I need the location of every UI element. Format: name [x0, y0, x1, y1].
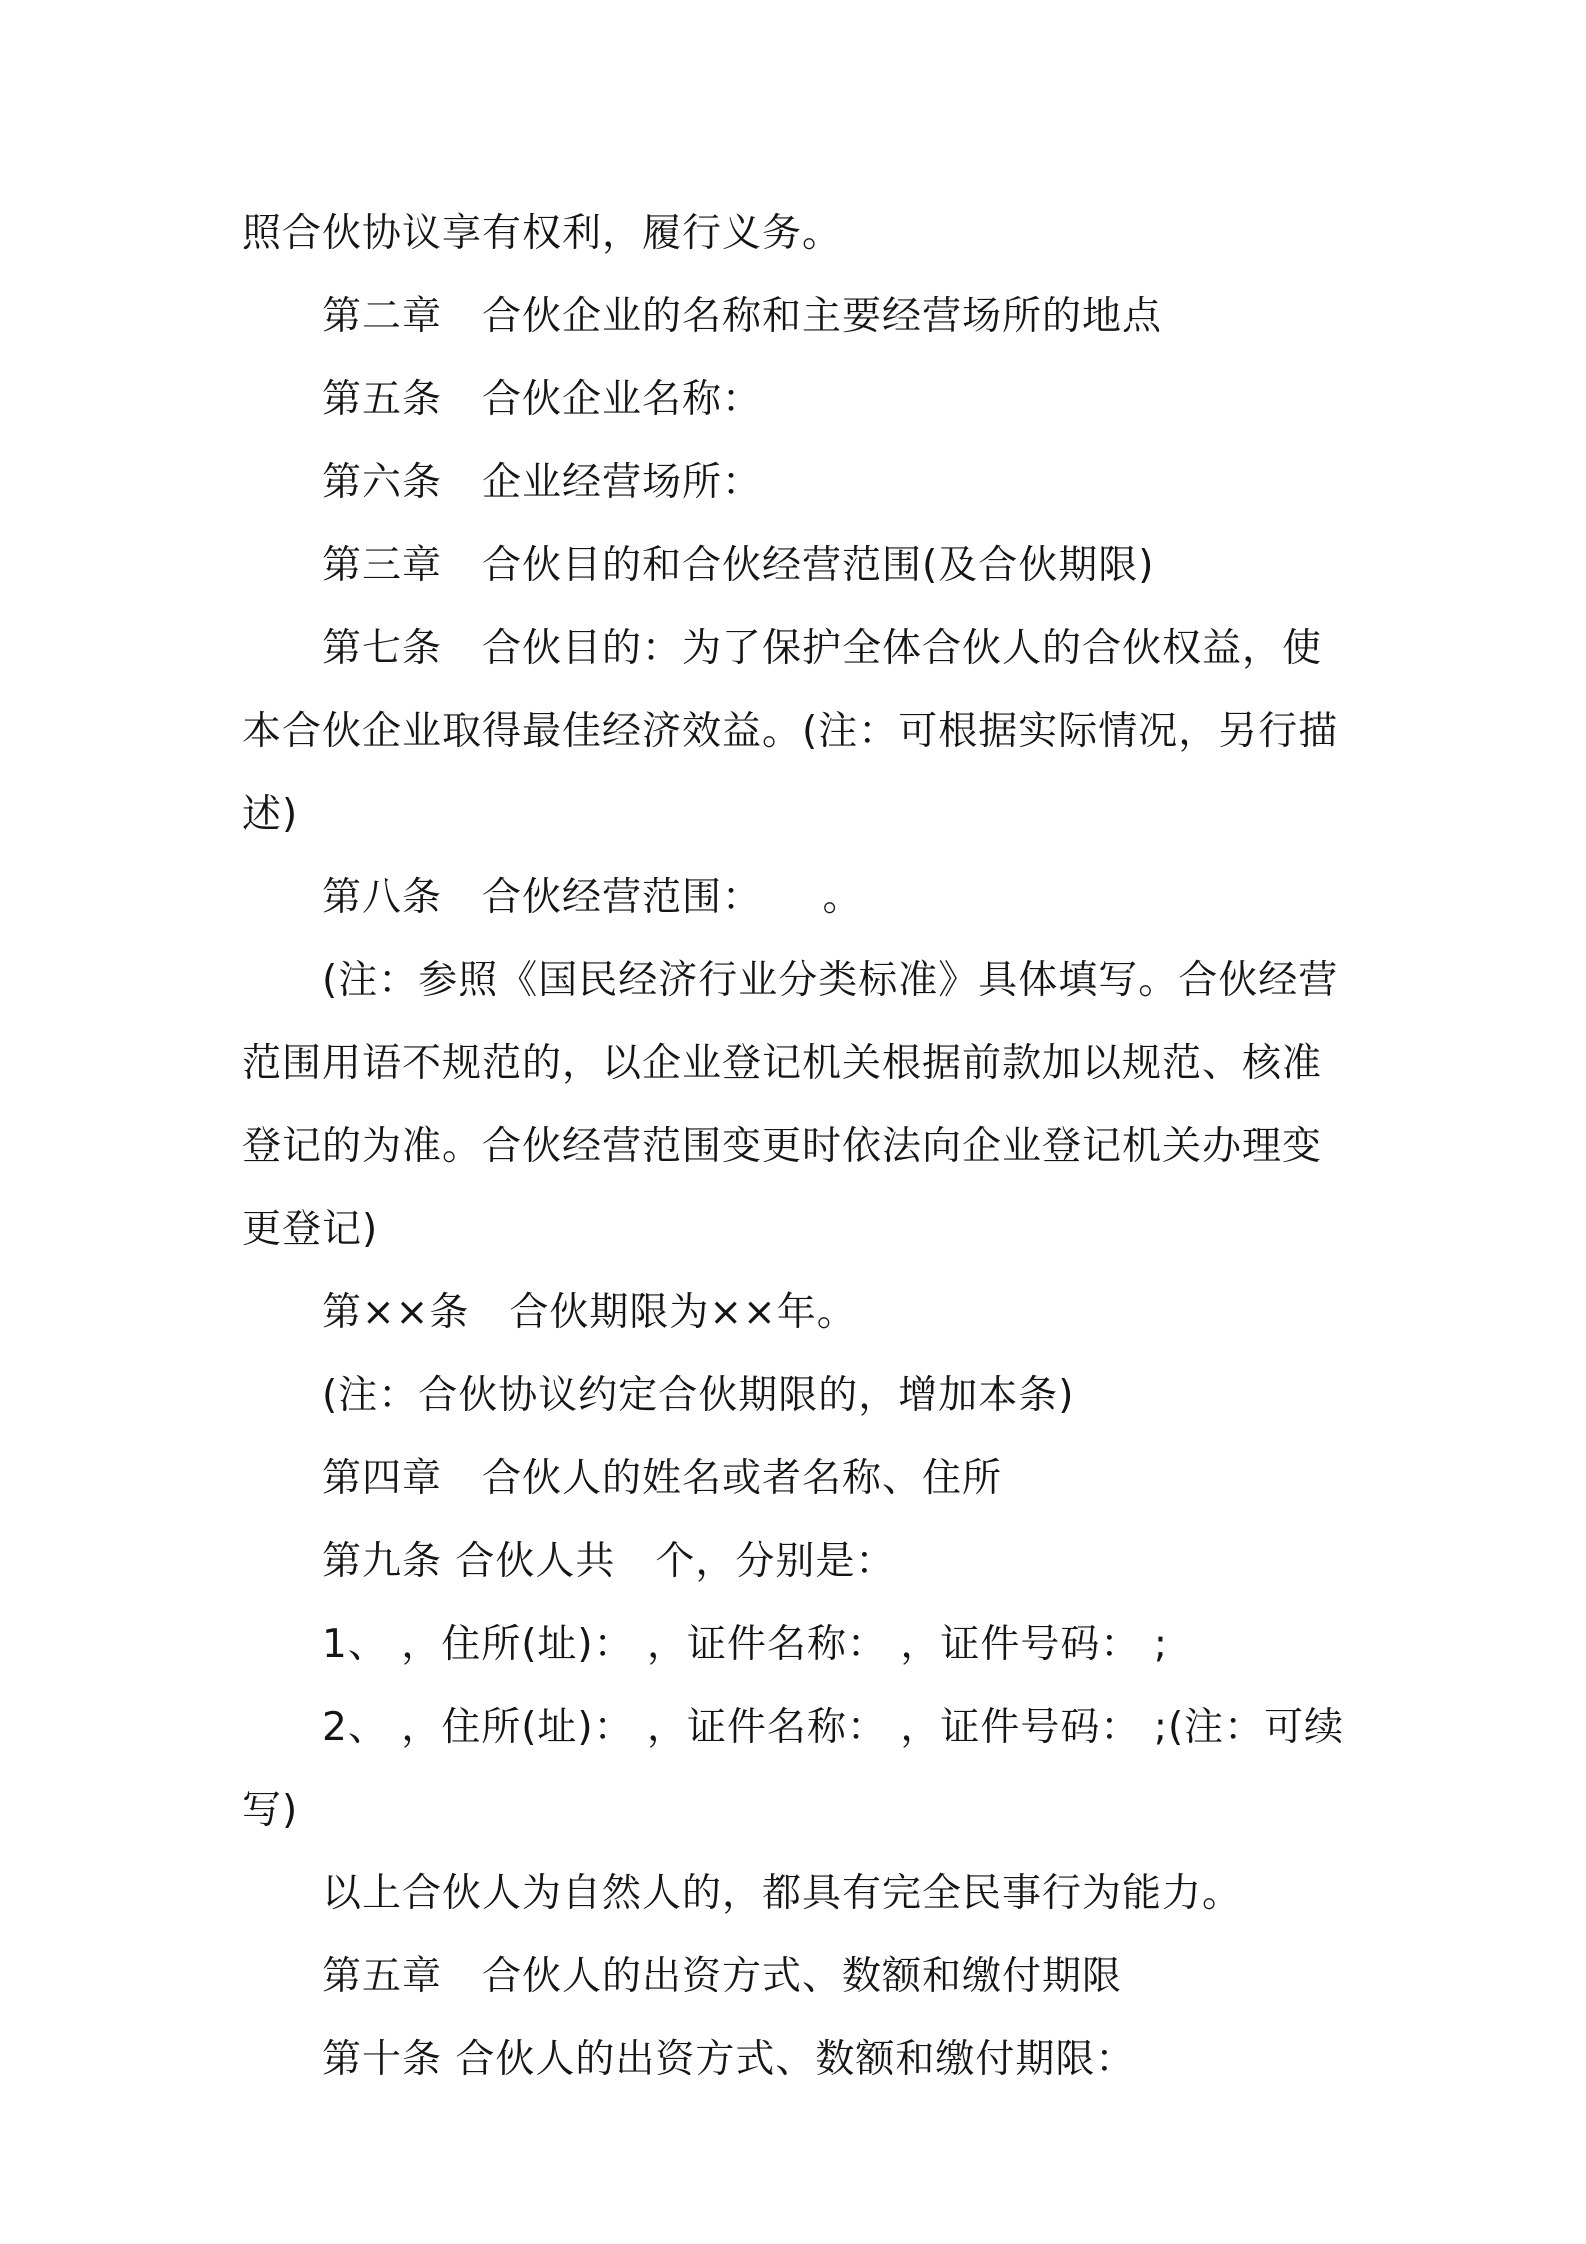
chapter-heading-4: 第四章 合伙人的姓名或者名称、住所: [322, 1456, 1003, 1501]
natural-person-statement: 以上合伙人为自然人的，都具有完全民事行为能力。: [322, 1871, 1243, 1916]
article-10: 第十条 合伙人的出资方式、数额和缴付期限：: [322, 2037, 1136, 2082]
partner-item-2: 2、 ，住所(址)： ，证件名称： ，证件号码： ;(注：可续写): [242, 1705, 1345, 1833]
note-term: (注：合伙协议约定合伙期限的，增加本条): [322, 1373, 1075, 1418]
chapter-heading-5: 第五章 合伙人的出资方式、数额和缴付期限: [322, 1954, 1123, 1999]
note-business-scope: (注：参照《国民经济行业分类标准》具体填写。合伙经营范围用语不规范的，以企业登记机关根据前款加以规范、核准登记的为准。合伙经营范围变更时依法向企业登记机关办理变更登记): [242, 958, 1339, 1252]
document-body: [242, 192, 1360, 2101]
paragraph-continuation: 照合伙协议享有权利，履行义务。: [242, 211, 843, 256]
chapter-heading-3: 第三章 合伙目的和合伙经营范围(及合伙期限): [322, 543, 1155, 588]
partner-item-1: 1、 ，住所(址)： ，证件名称： ，证件号码： ;: [322, 1622, 1168, 1667]
article-7: 第七条 合伙目的：为了保护全体合伙人的合伙权益，使本合伙企业取得最佳经济效益。(注：可根据实际情况，另行描述): [242, 626, 1339, 837]
article-6: 第六条 企业经营场所：: [322, 460, 763, 505]
article-term: 第××条 合伙期限为××年。: [322, 1290, 857, 1335]
article-5: 第五条 合伙企业名称：: [322, 377, 763, 422]
article-8: 第八条 合伙经营范围： 。: [322, 875, 863, 920]
chapter-heading-2: 第二章 合伙企业的名称和主要经营场所的地点: [322, 294, 1163, 339]
article-9: 第九条 合伙人共 个，分别是：: [322, 1539, 896, 1584]
